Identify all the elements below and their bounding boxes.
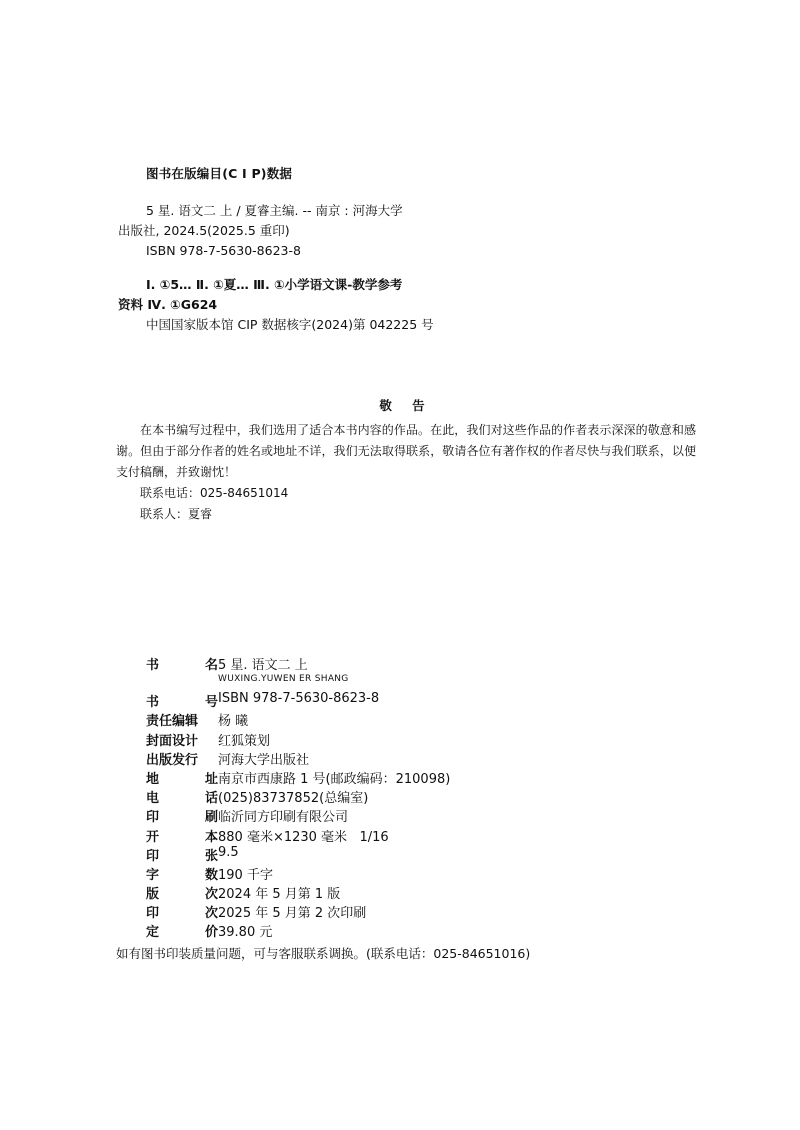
colophon-row-impression: [146, 902, 576, 920]
colophon-label: 印 刷: [146, 810, 218, 826]
colophon-row-editor: [146, 710, 576, 728]
colophon-row-printer: [146, 806, 576, 824]
publisher: 河海大学出版社: [218, 752, 310, 768]
cip-classification: 资料 Ⅳ. ①G624: [118, 297, 218, 312]
colophon-row-publisher: [146, 749, 576, 767]
notice-body: 在本书编写过程中，我们选用了适合本书内容的作品。在此，我们对这些作品的作者表示深深的敬意和感谢。但由于部分作者的姓名或地址不详，我们无法取得联系，敬请各位有著作权的作者尽快与我们联系，以便支付稿酬，并致谢忱！: [116, 423, 696, 479]
colophon: [146, 654, 576, 941]
quality-notice: 如有图书印装质量问题，可与客服联系调换。(联系电话：025-84651016): [116, 946, 531, 961]
cip-heading: 图书在版编目(C I P)数据: [146, 166, 293, 181]
notice-phone: 联系电话：025-84651014: [140, 486, 289, 500]
colophon-label: 印 张: [146, 848, 218, 864]
colophon-row-sheets: [146, 845, 576, 863]
colophon-label: 责任编辑: [146, 714, 199, 730]
colophon-label: 地 址: [146, 771, 218, 787]
colophon-row-edition: [146, 883, 576, 901]
colophon-label: 版 次: [146, 887, 218, 903]
impression: 2025 年 5 月第 2 次印刷: [218, 906, 367, 922]
editor: 杨 曦: [218, 714, 249, 730]
colophon-row-format: [146, 826, 576, 844]
book-title: 5 星. 语文二 上: [218, 658, 308, 673]
colophon-row-price: [146, 921, 576, 939]
colophon-label: 书 号: [146, 695, 218, 711]
colophon-row-tel: [146, 787, 576, 805]
colophon-row-address: [146, 768, 576, 786]
cip-number: 中国国家版本馆 CIP 数据核字(2024)第 042225 号: [146, 317, 434, 332]
cover-design: 红狐策划: [218, 733, 271, 749]
cip-classification: Ⅰ. ①5… Ⅱ. ①夏… Ⅲ. ①小学语文课-教学参考: [146, 277, 403, 292]
format: 880 毫米×1230 毫米 1/16: [218, 829, 389, 845]
notice-block: [116, 396, 696, 525]
cip-block: [118, 164, 436, 335]
colophon-label: 开 本: [146, 829, 218, 845]
colophon-row-words: [146, 864, 576, 882]
cip-line: 出版社, 2024.5(2025.5 重印): [118, 223, 290, 238]
colophon-row-title: [146, 654, 576, 672]
colophon-row-isbn: [146, 691, 576, 709]
notice-contact: 联系人：夏睿: [140, 507, 213, 521]
colophon-label: 定 价: [146, 925, 218, 941]
colophon-label: 字 数: [146, 867, 218, 883]
colophon-label: 印 次: [146, 906, 218, 922]
price: 39.80 元: [218, 925, 273, 941]
telephone: (025)83737852(总编室): [218, 791, 369, 807]
cip-line: 5 星. 语文二 上 / 夏睿主编. -- 南京 : 河海大学: [146, 203, 403, 218]
print-sheets: 9.5: [218, 844, 239, 860]
address: 南京市西康路 1 号(邮政编码：210098): [218, 771, 451, 787]
word-count: 190 千字: [218, 867, 273, 883]
isbn: ISBN 978-7-5630-8623-8: [218, 691, 380, 707]
colophon-row-cover: [146, 730, 576, 748]
colophon-label: 出版发行: [146, 752, 199, 768]
colophon-label: 书 名: [146, 658, 218, 673]
colophon-label: 电 话: [146, 791, 218, 807]
notice-title: 敬 告: [379, 398, 433, 413]
printer: 临沂同方印刷有限公司: [218, 810, 349, 826]
cip-isbn: ISBN 978-7-5630-8623-8: [146, 243, 301, 258]
edition: 2024 年 5 月第 1 版: [218, 887, 341, 903]
colophon-label: 封面设计: [146, 733, 199, 749]
book-title-pinyin: WUXING.YUWEN ER SHANG: [218, 674, 349, 685]
